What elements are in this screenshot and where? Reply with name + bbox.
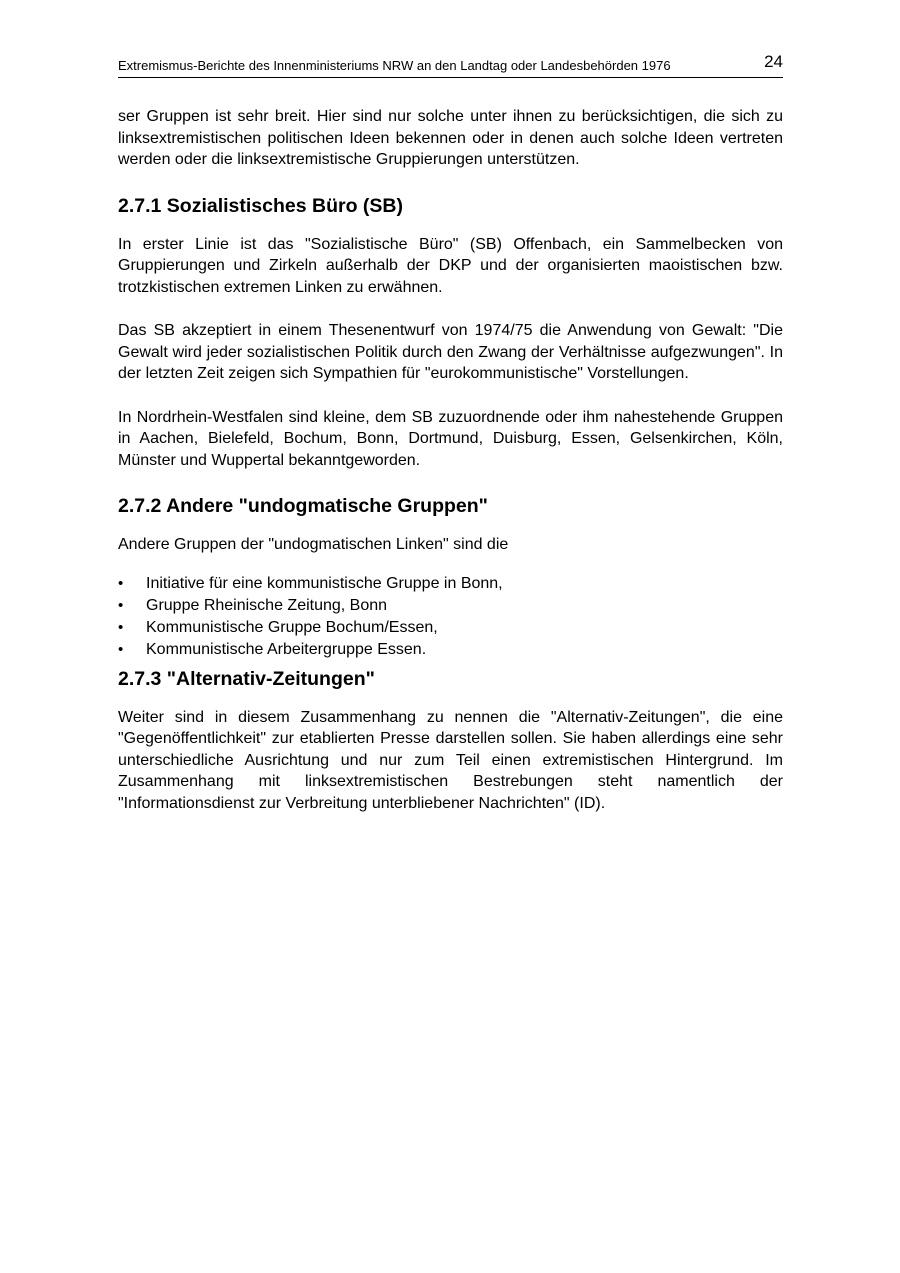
page-number: 24 (764, 52, 783, 71)
paragraph: In erster Linie ist das "Sozialistische Büro" (SB) Offenbach, ein Sammelbecken von Gruppierungen und Zirkeln außerhalb der DKP und der organisierten maoistischen bzw. trotzkistischen extremen Linken zu erwähnen. (118, 235, 783, 296)
bullet-icon: • (118, 574, 124, 592)
paragraph: Das SB akzeptiert in einem Thesenentwurf von 1974/75 die Anwendung von Gewalt: "Die Gewalt wird jeder sozialistischen Politik durch den Zwang der Verhältnisse aufgezwungen". In der letzten Zeit zeigen sich Sympathien für "eurokommunistische" Vorstellungen. (118, 322, 783, 382)
header-title: Extremismus-Berichte des Innenministeriums NRW an den Landtag oder Landesbehörden 1976 (118, 58, 671, 73)
section-heading: 2.7.2 Andere "undogmatische Gruppen" (118, 495, 488, 517)
page-header (118, 52, 783, 78)
section-alternativ-zeitungen (118, 667, 783, 815)
list-item (118, 595, 783, 617)
list-item-text: Initiative für eine kommunistische Gruppe in Bonn, (146, 574, 503, 592)
bullet-icon: • (118, 640, 124, 658)
paragraph: In Nordrhein-Westfalen sind kleine, dem SB zuzuordnende oder ihm nahestehende Gruppen in Aachen, Bielefeld, Bochum, Bonn, Dortmund, Duisburg, Essen, Gelsenkirchen, Köln, Münster und Wuppertal bekanntgeworden. (118, 408, 783, 469)
bullet-icon: • (118, 596, 124, 614)
paragraph: Weiter sind in diesem Zusammenhang zu nennen die "Alternativ-Zeitungen", die eine "Gegenöffentlichkeit" zur etablierten Presse darstellen sollen. Sie haben allerdings eine sehr unterschiedliche Ausrichtung und nur zum Teil einen extremistischen Hintergrund. Im Zusammenhang mit linksextremistischen Bestrebungen steht namentlich der "Informationsdienst zur Verbreitung unterbliebener Nachrichten" (ID). (118, 708, 783, 812)
group-list (118, 573, 783, 661)
section-heading: 2.7.3 "Alternativ-Zeitungen" (118, 667, 375, 690)
intro-paragraph: ser Gruppen ist sehr breit. Hier sind nur solche unter ihnen zu berücksichtigen, die sich zu linksextremistischen politischen Ideen bekennen oder in denen auch solche Ideen vertreten werden oder die linksextremistische Gruppierungen unterstützen. (118, 108, 783, 168)
section-heading: 2.7.1 Sozialistisches Büro (SB) (118, 194, 404, 217)
list-item (118, 639, 783, 661)
bullet-icon: • (118, 618, 124, 636)
list-item-text: Kommunistische Gruppe Bochum/Essen, (146, 618, 438, 636)
list-item (118, 573, 783, 595)
document-page (118, 52, 783, 814)
section-undogmatische-gruppen (118, 494, 783, 661)
page-content (118, 106, 783, 814)
paragraph: Andere Gruppen der "undogmatischen Linken" sind die (118, 536, 509, 553)
section-sozialistisches-buero (118, 194, 783, 472)
list-item (118, 617, 783, 639)
list-item-text: Gruppe Rheinische Zeitung, Bonn (146, 596, 388, 614)
list-item-text: Kommunistische Arbeitergruppe Essen. (146, 640, 427, 658)
